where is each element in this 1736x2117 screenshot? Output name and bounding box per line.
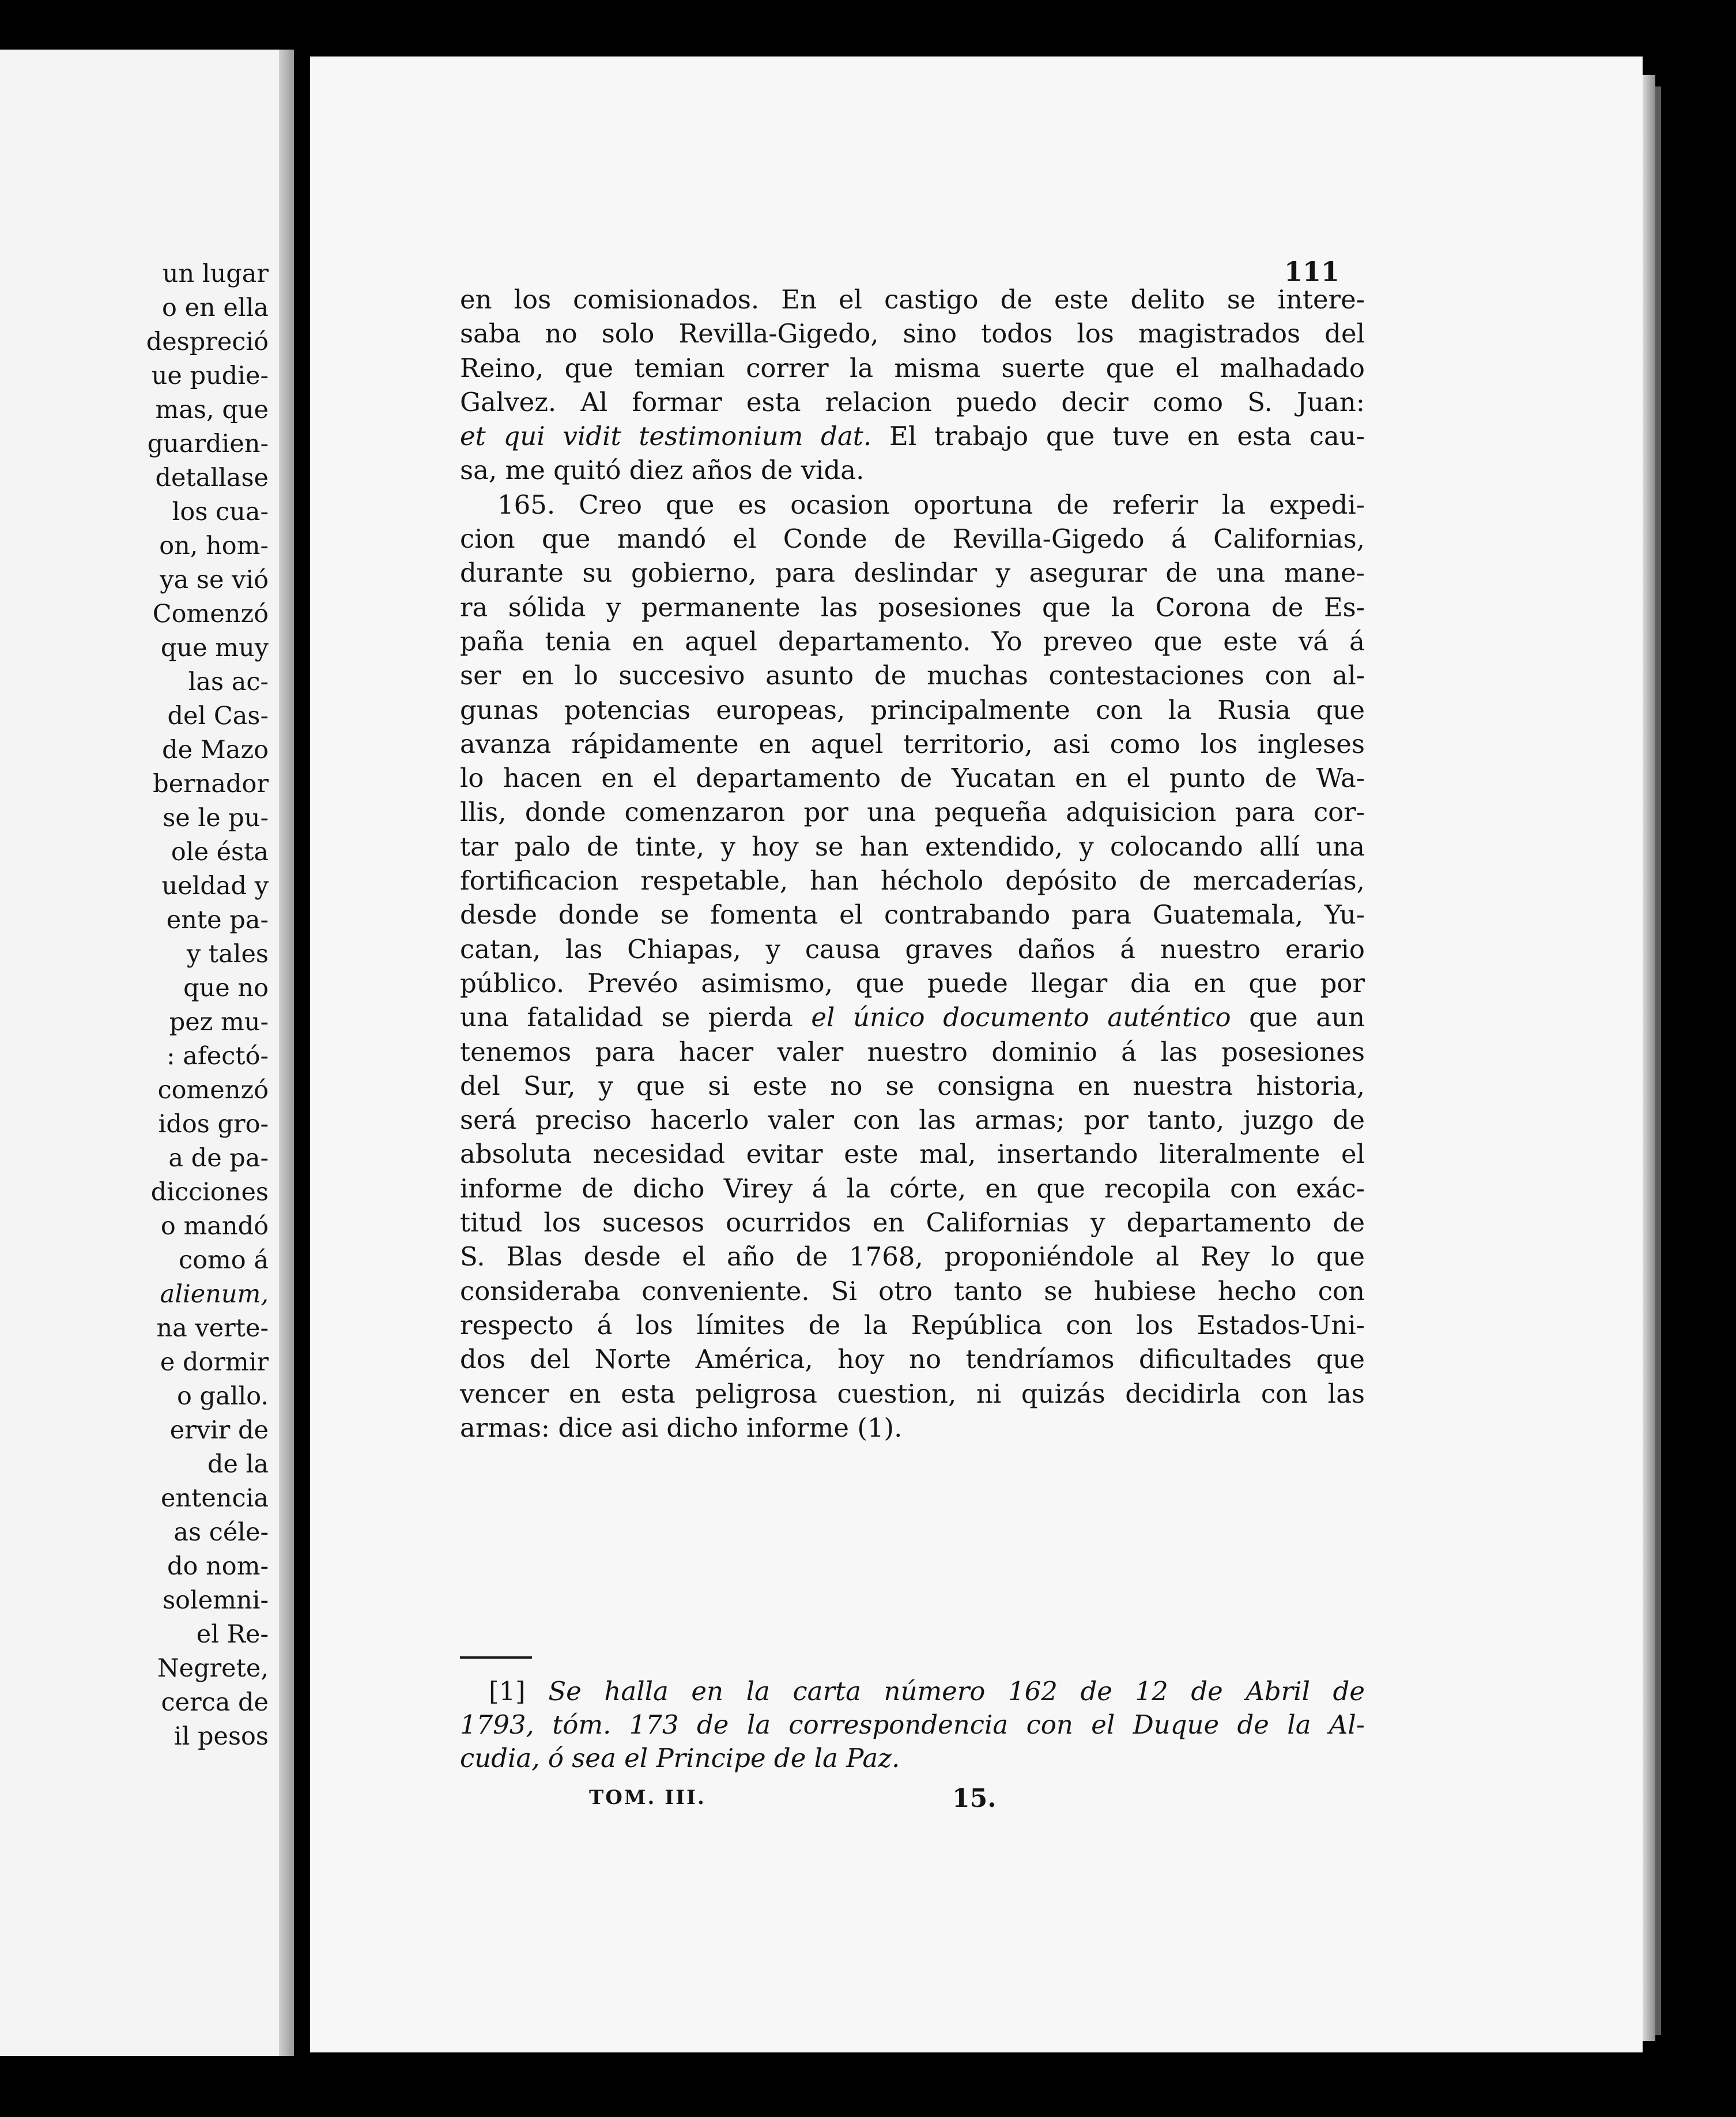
body-line: en los comisionados. En el castigo de este delito se intere- — [460, 284, 1365, 315]
left-page-line: como á — [179, 1246, 269, 1275]
footnote-line: [1] Se halla en la carta número 162 de 12 de Abril de — [489, 1676, 1365, 1707]
left-page-line: mas, que — [155, 395, 269, 424]
body-line: público. Prevéo asimismo, que puede llegar dia en que por — [460, 967, 1365, 999]
left-page-line: o en ella — [162, 293, 269, 322]
footnote-line: 1793, tóm. 173 de la correspondencia con el Duque de la Al- — [460, 1709, 1365, 1740]
body-line: una fatalidad se pierda el único documento auténtico que aun — [460, 1002, 1365, 1033]
body-line: Galvez. Al formar esta relacion puedo decir como S. Juan: — [460, 386, 1365, 417]
left-page-text — [146, 257, 269, 1754]
body-line: sa, me quitó diez años de vida. — [460, 455, 865, 486]
body-line: respecto á los límites de la República con los Estados-Uni- — [460, 1309, 1365, 1340]
page-number: 111 — [1284, 256, 1340, 287]
left-page-line: se le pu- — [163, 804, 269, 833]
left-page-gutter — [279, 50, 294, 2056]
body-line: del Sur, y que si este no se consigna en nuestra historia, — [460, 1070, 1365, 1101]
body-line: lo hacen en el departamento de Yucatan en el punto de Wa- — [460, 763, 1365, 794]
left-page-line: detallase — [155, 464, 269, 492]
left-page-line: on, hom- — [159, 532, 269, 560]
left-page-line: el Re- — [196, 1620, 269, 1649]
left-page-line: ya se vió — [160, 566, 269, 594]
page-edge-shadow — [1655, 86, 1661, 2035]
body-line: paña tenia en aquel departamento. Yo preveo que este vá á — [460, 626, 1365, 657]
body-line: S. Blas desde el año de 1768, proponiéndole al Rey lo que — [460, 1241, 1365, 1272]
body-line: dos del Norte América, hoy no tendríamos dificultades que — [460, 1344, 1365, 1375]
footnote-rule — [460, 1656, 532, 1659]
body-line: vencer en esta peligrosa cuestion, ni quizás decidirla con las — [460, 1378, 1365, 1409]
body-line: titud los sucesos ocurridos en Californias y departamento de — [460, 1207, 1365, 1238]
left-page-line: despreció — [146, 327, 269, 356]
left-page-line: los cua- — [172, 498, 269, 526]
body-line: gunas potencias europeas, principalmente con la Rusia que — [460, 694, 1365, 725]
left-page-line: ente pa- — [166, 906, 269, 935]
left-page-line: comenzó — [157, 1076, 269, 1105]
body-line: et qui vidit testimonium dat. El trabajo que tuve en esta cau- — [460, 421, 1365, 452]
left-page-line: de la — [207, 1450, 269, 1479]
left-page — [0, 50, 294, 2056]
body-line: consideraba conveniente. Si otro tanto se hubiese hecho con — [460, 1275, 1365, 1306]
left-page-line: ole ésta — [171, 838, 269, 867]
left-page-line: que muy — [160, 634, 269, 662]
body-line: armas: dice asi dicho informe (1). — [460, 1412, 903, 1443]
left-page-line: cerca de — [161, 1688, 269, 1717]
body-line: ser en lo succesivo asunto de muchas contestaciones con al- — [460, 660, 1365, 691]
left-page-line: a de pa- — [168, 1144, 269, 1173]
body-line: 165. Creo que es ocasion oportuna de referir la expedi- — [497, 489, 1365, 520]
left-page-line: alienum, — [160, 1280, 269, 1309]
left-page-line: las ac- — [188, 668, 269, 696]
body-line: catan, las Chiapas, y causa graves daños á nuestro erario — [460, 933, 1365, 965]
left-page-line: na verte- — [156, 1314, 269, 1343]
body-line: será preciso hacerlo valer con las armas; por tanto, juzgo de — [460, 1105, 1365, 1136]
body-line: cion que mandó el Conde de Revilla-Gigedo á Californias, — [460, 523, 1365, 555]
left-page-line: o gallo. — [176, 1382, 269, 1411]
left-page-line: del Cas- — [167, 702, 269, 730]
left-page-line: : afectó- — [167, 1042, 269, 1071]
body-line: durante su gobierno, para deslindar y asegurar de una mane- — [460, 557, 1365, 589]
body-line: tenemos para hacer valer nuestro dominio á las posesiones — [460, 1036, 1365, 1067]
body-text — [460, 282, 1365, 1445]
left-page-line: dicciones — [150, 1178, 269, 1207]
left-page-line: il pesos — [173, 1722, 269, 1751]
signature-number: 15. — [952, 1784, 997, 1813]
left-page-line: de Mazo — [162, 736, 269, 764]
body-line: tar palo de tinte, y hoy se han extendido, y colocando allí una — [460, 831, 1365, 862]
left-page-line: solemni- — [163, 1586, 269, 1615]
body-line: saba no solo Revilla-Gigedo, sino todos los magistrados del — [460, 318, 1365, 349]
left-page-line: Negrete, — [157, 1654, 269, 1683]
body-line: ra sólida y permanente las posesiones que la Corona de Es- — [460, 592, 1365, 623]
page-edge — [1643, 75, 1655, 2041]
signature-mark: TOM. III. — [589, 1786, 706, 1809]
left-page-line: do nom- — [167, 1552, 269, 1581]
left-page-line: idos gro- — [158, 1110, 269, 1139]
footnote-line: cudia, ó sea el Principe de la Paz. — [460, 1743, 900, 1773]
body-line: absoluta necesidad evitar este mal, insertando literalmente el — [460, 1139, 1365, 1170]
left-page-line: ueldad y — [161, 872, 269, 901]
left-page-line: as céle- — [173, 1518, 269, 1547]
body-line: desde donde se fomenta el contrabando para Guatemala, Yu- — [460, 899, 1365, 931]
left-page-line: pez mu- — [169, 1008, 269, 1037]
body-line: fortificacion respetable, han hécholo depósito de mercaderías, — [460, 865, 1365, 896]
left-page-line: ervir de — [169, 1416, 269, 1445]
left-page-line: guardien- — [147, 430, 269, 458]
left-page-line: ue pudie- — [151, 361, 269, 390]
body-line: informe de dicho Virey á la córte, en que recopila con exác- — [460, 1173, 1365, 1204]
left-page-line: entencia — [160, 1484, 269, 1513]
footnote — [460, 1675, 1365, 1775]
body-line: llis, donde comenzaron por una pequeña adquisicion para cor- — [460, 797, 1365, 828]
left-page-line: y tales — [186, 940, 269, 969]
left-page-line: Comenzó — [152, 600, 269, 628]
left-page-line: que no — [183, 974, 269, 1003]
body-line: Reino, que temian correr la misma suerte que el malhadado — [460, 352, 1365, 383]
left-page-line: bernador — [153, 770, 269, 798]
body-line: avanza rápidamente en aquel territorio, asi como los ingleses — [460, 728, 1365, 759]
left-page-line: e dormir — [160, 1348, 269, 1377]
left-page-line: un lugar — [162, 259, 269, 288]
left-page-line: o mandó — [160, 1212, 269, 1241]
